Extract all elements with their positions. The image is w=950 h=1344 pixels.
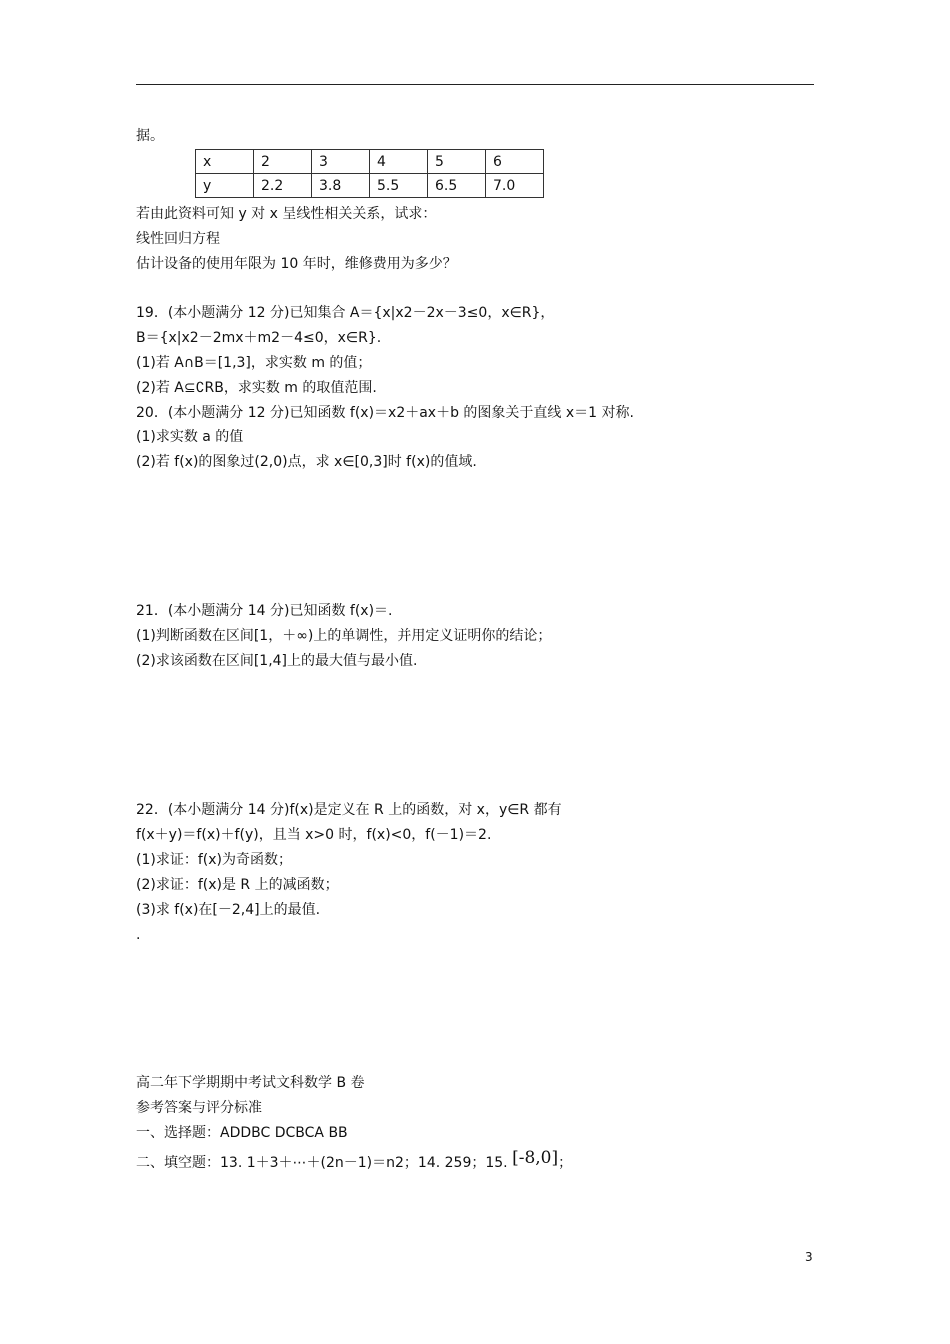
q18-line-2: 线性回归方程 bbox=[136, 231, 220, 247]
q19-line-1: 19．(本小题满分 12 分)已知集合 A＝{x|x2－2x－3≤0，x∈R}， bbox=[136, 305, 555, 321]
q22-line-5: (3)求 f(x)在[－2,4]上的最值. bbox=[136, 902, 321, 918]
table-cell: 7.0 bbox=[486, 174, 544, 198]
q22-line-3: (1)求证：f(x)为奇函数； bbox=[136, 852, 292, 868]
table-cell: 3 bbox=[312, 150, 370, 174]
table-cell: 6.5 bbox=[428, 174, 486, 198]
table-cell: x bbox=[196, 150, 254, 174]
answers-fill-interval: [-8,0] bbox=[512, 1148, 559, 1168]
table-cell: y bbox=[196, 174, 254, 198]
answers-multiple-choice: 一、选择题：ADDBC DCBCA BB bbox=[136, 1125, 348, 1141]
q20-line-1: 20．(本小题满分 12 分)已知函数 f(x)＝x2＋ax＋b 的图象关于直线 x＝1 对称. bbox=[136, 405, 634, 421]
table-row bbox=[196, 150, 544, 174]
answers-fill-suffix: ； bbox=[558, 1155, 573, 1171]
top-fragment: 据。 bbox=[136, 128, 164, 144]
table-cell: 6 bbox=[486, 150, 544, 174]
table-cell: 2 bbox=[254, 150, 312, 174]
table-cell: 3.8 bbox=[312, 174, 370, 198]
q22-line-4: (2)求证：f(x)是 R 上的减函数； bbox=[136, 877, 339, 893]
table-cell: 4 bbox=[370, 150, 428, 174]
q19-line-3: (1)若 A∩B＝[1,3]，求实数 m 的值； bbox=[136, 355, 372, 371]
q22-line-6: . bbox=[136, 927, 141, 943]
header-rule bbox=[136, 84, 814, 85]
q20-line-3: (2)若 f(x)的图象过(2,0)点，求 x∈[0,3]时 f(x)的值域. bbox=[136, 454, 477, 470]
page-number: 3 bbox=[805, 1250, 813, 1264]
answers-subtitle: 参考答案与评分标准 bbox=[136, 1100, 262, 1116]
q21-line-3: (2)求该函数在区间[1,4]上的最大值与最小值. bbox=[136, 653, 418, 669]
q22-line-2: f(x＋y)＝f(x)＋f(y)，且当 x>0 时，f(x)<0，f(－1)＝2. bbox=[136, 827, 492, 843]
q18-line-1: 若由此资料可知 y 对 x 呈线性相关关系，试求： bbox=[136, 206, 437, 222]
answers-fill-text: 二、填空题：13. 1＋3＋⋯＋(2n－1)＝n2；14. 259；15. bbox=[136, 1155, 513, 1171]
q21-line-1: 21．(本小题满分 14 分)已知函数 f(x)＝. bbox=[136, 603, 393, 619]
answers-fill-in bbox=[136, 1148, 573, 1172]
table-cell: 2.2 bbox=[254, 174, 312, 198]
q21-line-2: (1)判断函数在区间[1，＋∞)上的单调性，并用定义证明你的结论； bbox=[136, 628, 552, 644]
q19-line-4: (2)若 A⊆∁RB，求实数 m 的取值范围. bbox=[136, 380, 377, 396]
answers-title: 高二年下学期期中考试文科数学 B 卷 bbox=[136, 1075, 365, 1091]
q22-line-1: 22．(本小题满分 14 分)f(x)是定义在 R 上的函数，对 x，y∈R 都有 bbox=[136, 802, 562, 818]
table-row bbox=[196, 174, 544, 198]
q19-line-2: B＝{x|x2－2mx＋m2－4≤0，x∈R}. bbox=[136, 330, 382, 346]
data-table bbox=[195, 149, 544, 198]
q20-line-2: (1)求实数 a 的值 bbox=[136, 429, 244, 445]
table-cell: 5.5 bbox=[370, 174, 428, 198]
q18-line-3: 估计设备的使用年限为 10 年时，维修费用为多少？ bbox=[136, 256, 457, 272]
table-cell: 5 bbox=[428, 150, 486, 174]
